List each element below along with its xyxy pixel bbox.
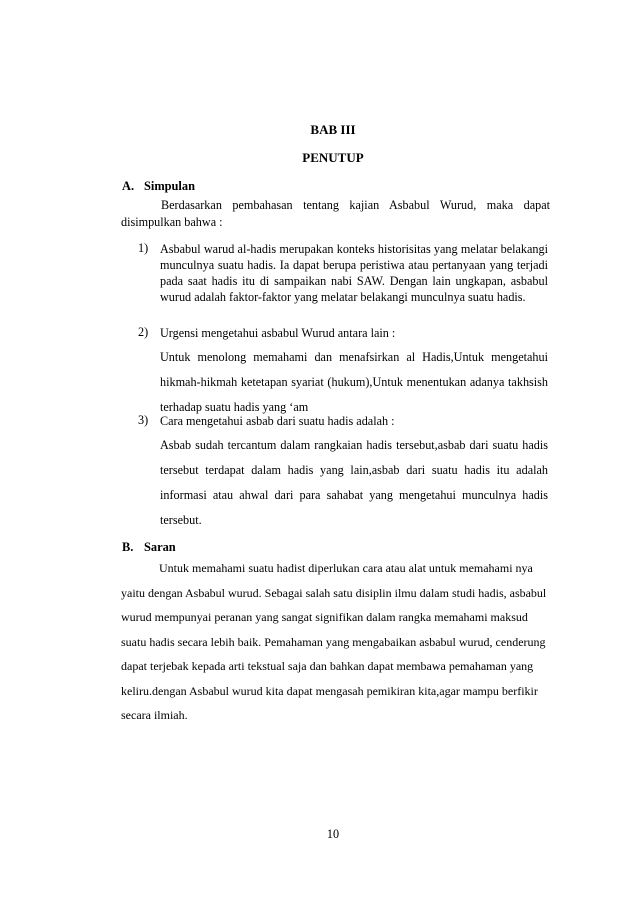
section-a-heading (122, 179, 195, 194)
section-a-letter: A. (122, 179, 135, 193)
item-1-text: Asbabul warud al-hadis merupakan konteks historisitas yang melatar belakangi munculnya suatu hadis. Ia dapat berupa peristiwa atau pertanyaan yang terjadi pada saat hadis itu di sampaikan nabi SAW. Dengan lain ungkapan, asbabul wurud adalah faktor-faktor yang melatar belakangi munculnya suatu hadis. (160, 242, 548, 304)
item-2-number: 2) (138, 325, 149, 339)
chapter-title: PENUTUP (302, 150, 364, 165)
section-a-intro: Berdasarkan pembahasan tentang kajian Asbabul Wurud, maka dapat disimpulkan bahwa : (121, 198, 550, 229)
item-2-heading: Urgensi mengetahui asbabul Wurud antara lain : (160, 326, 396, 340)
item-3-number: 3) (138, 413, 149, 427)
section-b-text: Untuk memahami suatu hadist diperlukan cara atau alat untuk memahami nya yaitu dengan Asbabul wurud. Sebagai salah satu disiplin ilmu dalam studi hadis, asbabul wurud mempunyai peranan yang sangat signifikan dalam rangka memahami maksud suatu hadis secara lebih baik. Pemahaman yang mengabaikan asbabul wurud, cenderung dapat terjebak kepada arti tekstual saja dan bahkan dapat membawa pemahaman yang keliru.dengan Asbabul wurud kita dapat mengasah pemikiran kita,agar mampu berfikir secara ilmiah. (121, 561, 547, 722)
section-a-title: Simpulan (144, 179, 195, 193)
item-2-text: Untuk menolong memahami dan menafsirkan al Hadis,Untuk mengetahui hikmah-hikmah ketetapan syariat (hukum),Untuk menentukan adanya takhsish terhadap suatu hadis yang ‘am (160, 350, 548, 414)
item-3-heading: Cara mengetahui asbab dari suatu hadis adalah : (160, 414, 395, 428)
section-b-title: Saran (144, 540, 176, 554)
item-1-number: 1) (138, 241, 149, 255)
chapter-number: BAB III (310, 122, 356, 137)
item-3-text: Asbab sudah tercantum dalam rangkaian hadis tersebut,asbab dari suatu hadis tersebut terdapat dalam hadis yang lain,asbab dari suatu hadis itu adalah informasi atau ahwal dari para sahabat yang mengetahui munculnya hadis tersebut. (160, 438, 548, 527)
section-b-heading (122, 540, 176, 555)
page-number: 10 (326, 827, 340, 841)
section-b-letter: B. (122, 540, 134, 554)
